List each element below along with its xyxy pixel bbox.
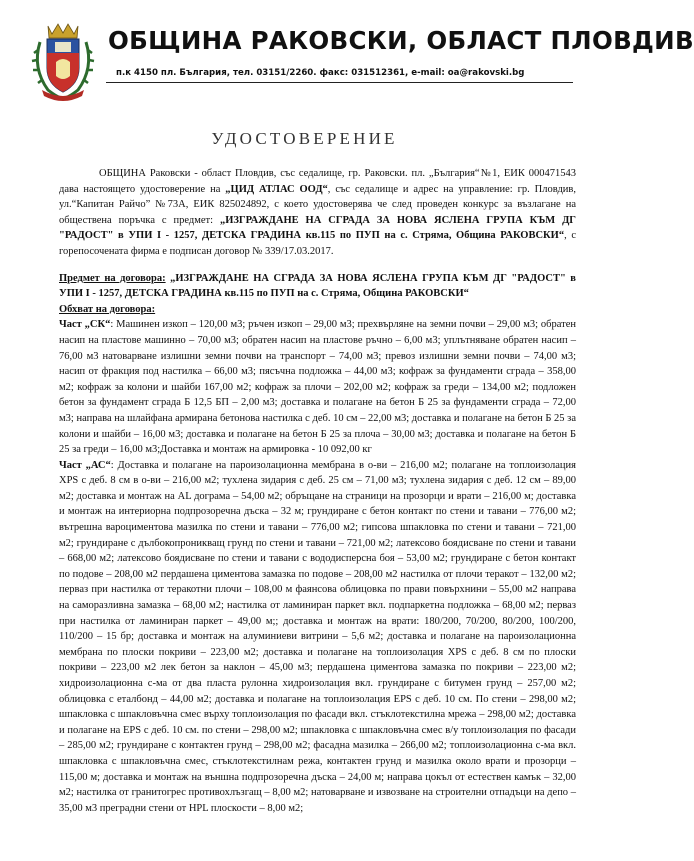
- header-divider: [106, 82, 573, 83]
- part-as-text: : Доставка и полагане на пароизолационна мембрана в о-ви – 216,00 м2; полагане на топлоизолация XPS с деб. 8 см в о-ви – 216,00 м2; тухлена зидария с деб. 25 см – 71,00 м3; тухлена зидария с деб. 12 см – 89,00 м2; доставка и монтаж на AL дограма – 54,00 м2; обръщане на страници на прозорци и врати – 216,00 м; доставка и монтаж на интериорна подпрозоречна дъска – 32 м; грундиране с бетон контакт по стени и тавани – 776,00 м2; вътрешна вароциментова мазилка по стени и тавани – 776,00 м2; гипсова шпакловка по стени и тавани – 721,00 м2; грундиране с дълбокопроникващ грунд по стени и тавани – 721,00 м2; латексово боядисване по стени и тавани – 668,00 м2; латексово боядисване по стени и тавани с вододисперсна боя – 53,00 м2; грундиране с бетон контакт по подове – 208,00 м2 пердашена циментова замазка по подове – 208,00 м2 настилка от плочи теракот – 132,00 м2; перваз при настилка от теракотни плочи – 108,00 м фаянсова облицовка по прави повърхнини – 55,00 м2 направа на саморазливна замазка – 68,00 м2; настилка от ламиниран паркет вкл. подпаркетна подложка – 68,00 м2; перваз при настилка от ламиниран паркет – 49,00 м;; доставка и монтаж на врати: 180/200, 70/200, 80/200, 100/200, 110/200 – 15 бр; доставка и монтаж на алуминиеви витрини – 5,6 м2; доставка и полагане на пароизолационна мембрана по плоски покриви – 223,00 м2; доставка и полагане на топлоизолация XPS с деб. 8 см по плоски покриви – 223,00 м2 лек бетон за наклон – 45,00 м3; пердашена циментова замазка по покриви – 223,00 м2; хидроизолационна с-ма от два пласта рулонна хидроизолация вкл. грундиране с битумен грунд – 257,00 м2; облицовка с еталбонд – 44,00 м2; доставка и полагане на топлоизолация EPS с деб. 10 см. По стени – 298,00 м2; шпакловка с шпакловъчна смес върху топлоизолация по фасади вкл. стъклотекстилна мрежа – 298,00 м2; доставка и полагане на EPS с деб. 10 см. по стени – 298,00 м2; шпакловка с шпакловъчна смес в/у топлоизолация по фасади – 285,00 м2; грундиране с контактен грунд – 298,00 м2; фасадна мазилка – 266,00 м2; топлоизолационна с-ма вкл. шпакловка с шпакловъчна смес, стъклотекстилнам режа, контактен грунд и мазилка около врати и прозорци – 115,00 м; доставка и монтаж на външна подпрозоречна дъска – 24,00 м; направа цокъл от естествен камък – 32,00 м2; настилка от гранитогрес противохлъзгащ – 8,00 м2; натоварване и извозване на строителни отпадъци на депо – 35,00 м3 преградни стени от HPL плоскости – 8,00 м2;: [59, 459, 576, 814]
- municipality-coat-of-arms-icon: [30, 20, 96, 100]
- contractor-name: „ЦИД АТЛАС ООД“: [225, 183, 328, 195]
- intro-paragraph: [59, 166, 576, 260]
- part-as-paragraph: [59, 458, 576, 817]
- intro-text-3: , с горепосочената фирма е подписан договор № 339/17.03.2017.: [59, 230, 576, 257]
- part-sk-paragraph: [59, 317, 576, 457]
- intro-text-1: ОБЩИНА Раковски - област Пловдив, със седалище, гр. Раковски. пл. „България“№1, ЕИК 000471543 дава настоящето удостоверение на: [59, 168, 576, 195]
- document-title: УДОСТОВЕРЕНИЕ: [211, 129, 398, 148]
- part-sk-text: : Машинен изкоп – 120,00 м3; ръчен изкоп – 29,00 м3; прехвърляне на земни почви – 29,00 м3; обратен насип на пластове машинно – 70,00 м3; обратен насип на пластове ръчно – 6,00 м3; уплътняване обратен насип – 76,00 м3 натоварване излишни земни почви на транспорт – 74,00 м3; превоз излишни земни почви – 74,00 м3; насип от фракция под настилка – 66,00 м3; пясъчна подложка – 44,00 м3; кофраж за фундаменти сграда – 358,00 м2; кофраж за колони и шайби 167,00 м2; кофраж за плочи – 202,00 м2; кофраж за греди – 134,00 м2; подложен бетон за фундамент сграда Б 12,5 БП – 2,00 м3; доставка и полагане на бетон Б 25 за фундаменти сграда – 72,00 м3; направа на шлайфана армирана бетонова настилка с деб. 10 см – 22,00 м3; доставка и полагане на бетон Б 25 за колони и шайби – 16,00 м3; доставка и полагане на бетон Б 25 за плоча – 30,00 м3; доставка и полагане на бетон Б 25 за греди – 16,00 м3;Доставка и монтаж на армировка - 10 092,00 кг: [59, 319, 576, 456]
- procurement-subject: „ИЗГРАЖДАНЕ НА СГРАДА ЗА НОВА ЯСЛЕНА ГРУПА КЪМ ДГ "РАДОСТ" в УПИ I - 1257, ДЕТСКА ГРАДИНА кв.115 по ПУП на с. Стряма, Община РАКОВСКИ“: [59, 214, 576, 242]
- scope-heading-paragraph: [59, 302, 576, 318]
- contract-subject-paragraph: [59, 271, 576, 302]
- scope-heading: Обхват на договора:: [59, 303, 156, 315]
- municipality-header-title: ОБЩИНА РАКОВСКИ, ОБЛАСТ ПЛОВДИВ: [108, 26, 694, 55]
- contract-subject-text: „ИЗГРАЖДАНЕ НА СГРАДА ЗА НОВА ЯСЛЕНА ГРУПА КЪМ ДГ "РАДОСТ" в УПИ I - 1257, ДЕТСКА ГРАДИНА кв.115 по ПУП на с. Стряма, Община РАКОВСКИ“: [59, 272, 576, 300]
- intro-text-2: , със седалище и адрес на управление: гр. Пловдив, ул.“Капитан Райчо” №73А, ЕИК 825024892, с което удостоверява че след проведен конкурс за възлагане на обществена поръчка с предмет:: [59, 183, 576, 226]
- contract-subject-label: Предмет на договора:: [59, 272, 166, 284]
- municipality-contact-line: п.к 4150 пл. България, тел. 03151/2260. факс: 031512361, e-mail: oa@rakovski.bg: [116, 68, 525, 78]
- document-body: [59, 166, 576, 816]
- part-as-label: Част „АС“: [59, 459, 111, 471]
- part-sk-label: Част „СК“: [59, 319, 111, 331]
